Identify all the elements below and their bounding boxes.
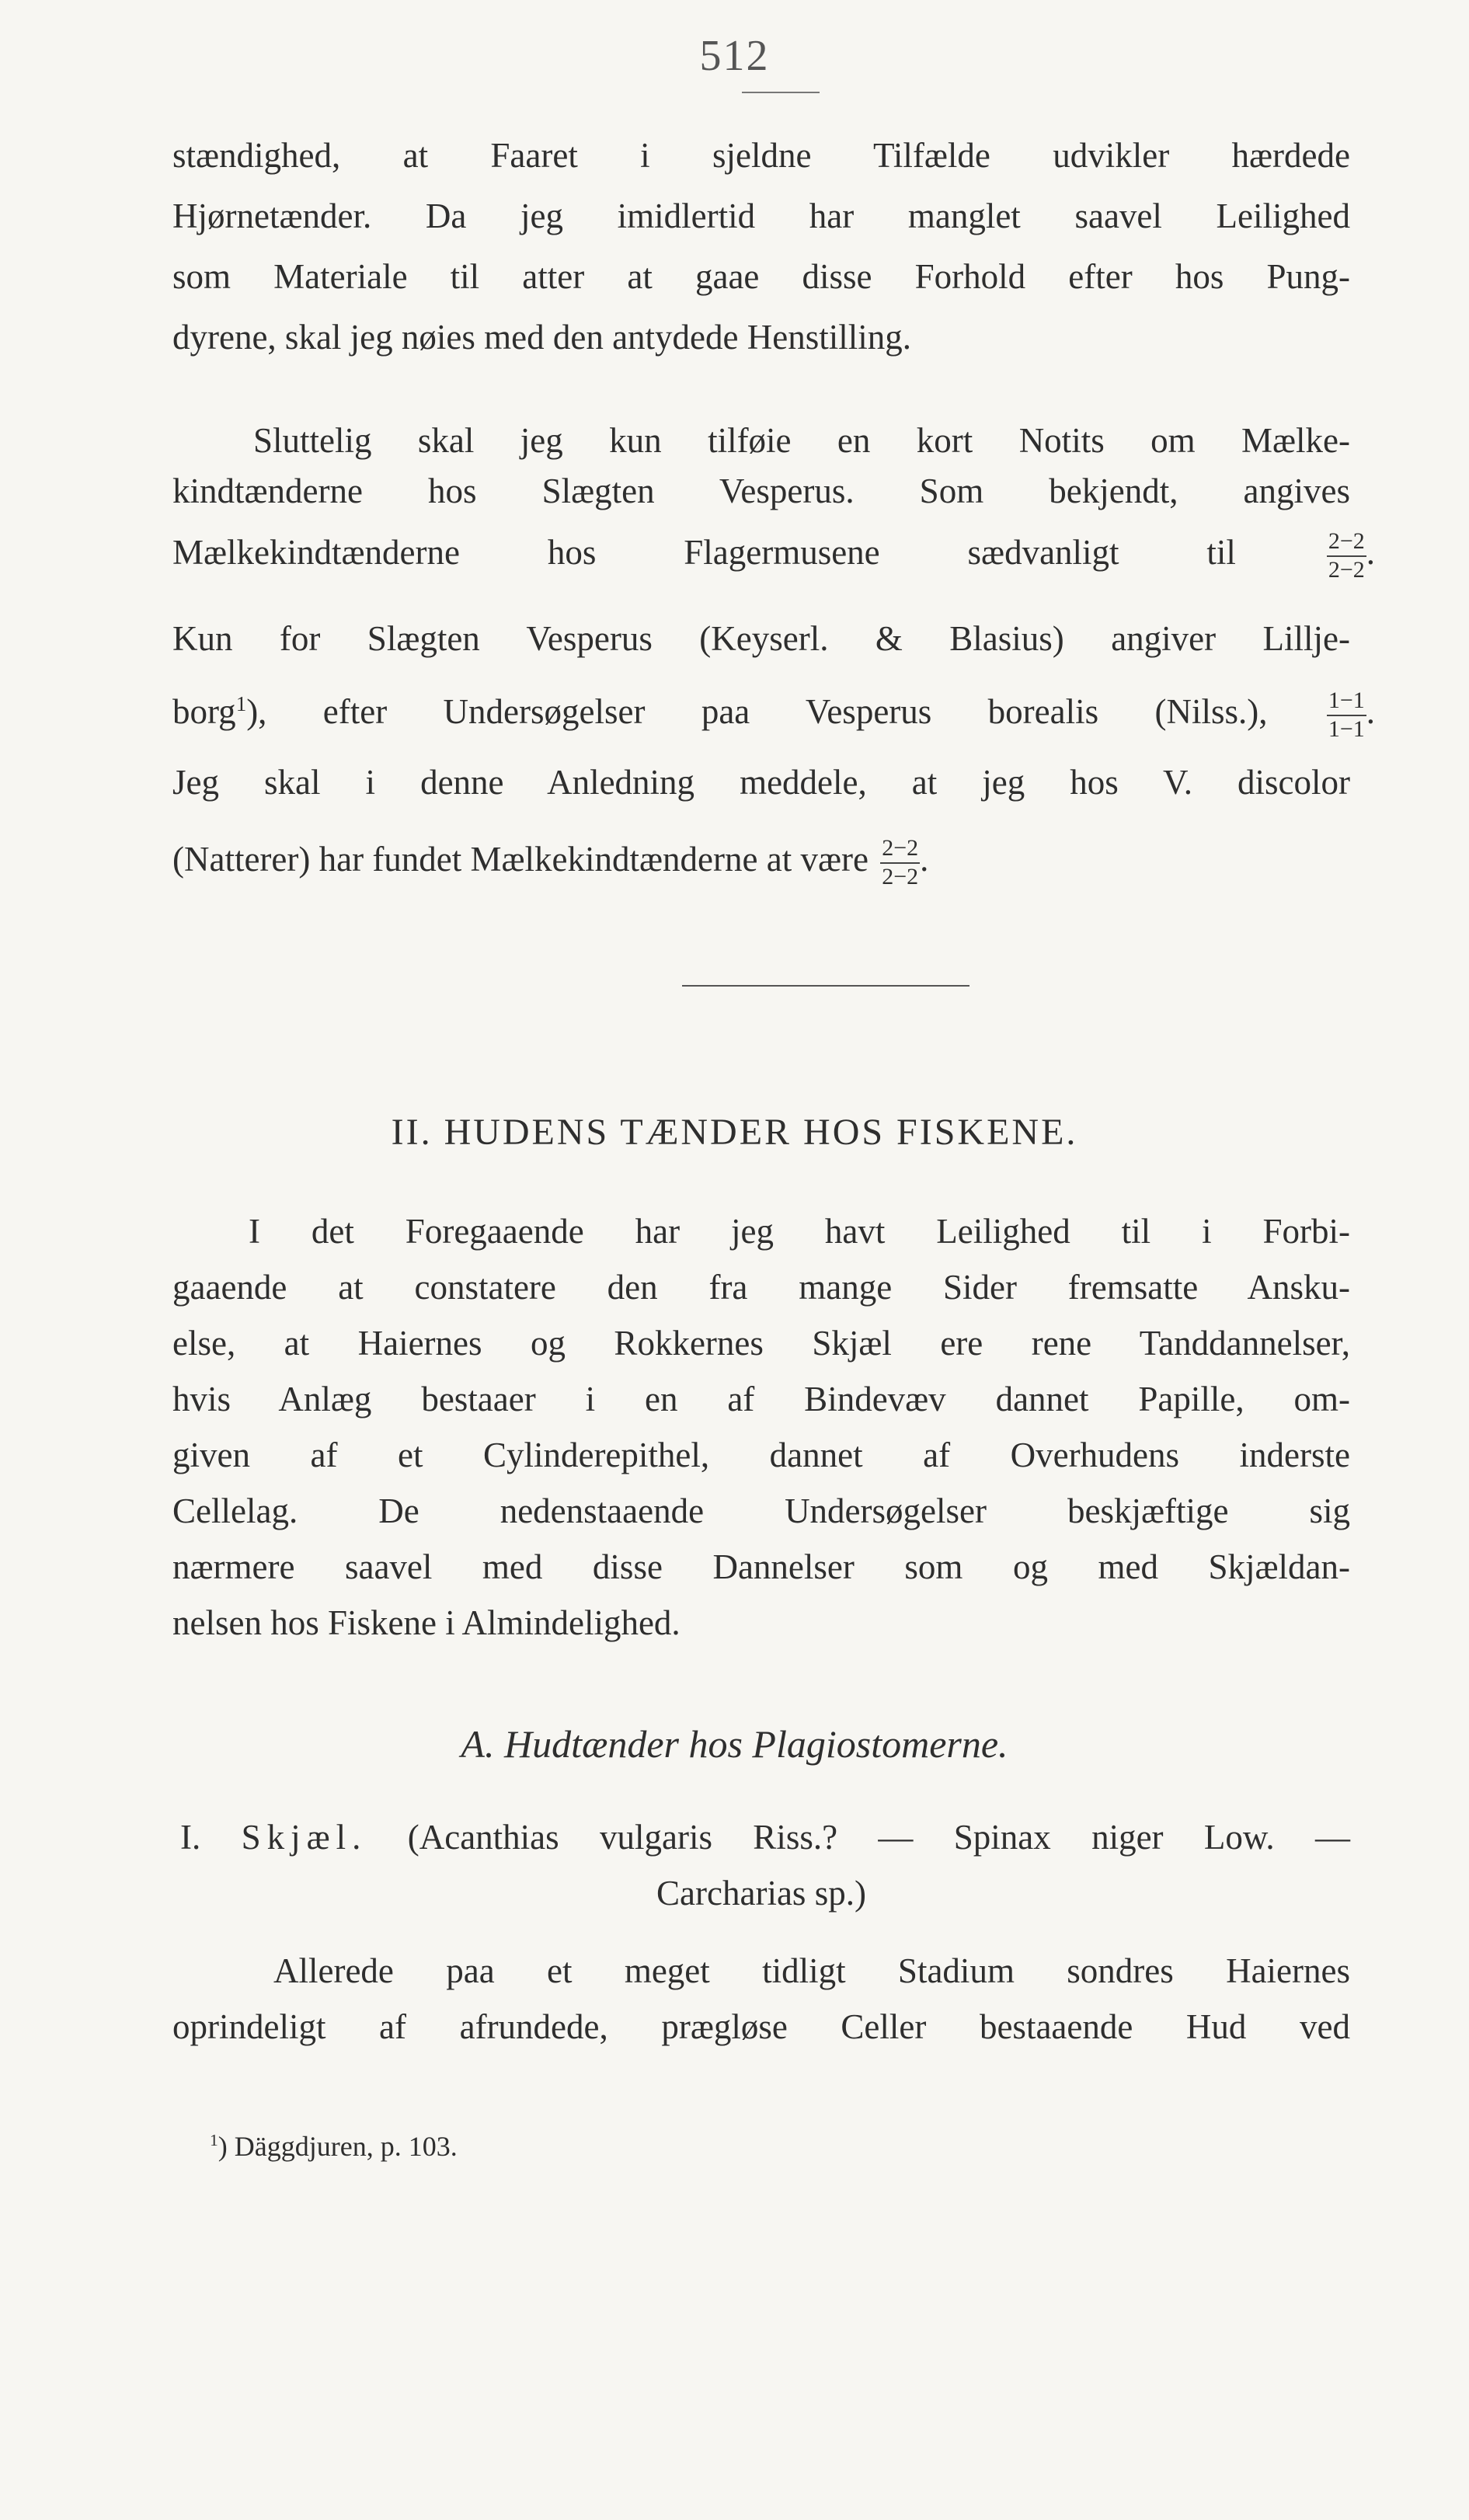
fraction-numerator: 2−2 <box>1327 528 1366 557</box>
text-line: I det Foregaaende har jeg havt Leilighed til i Forbi- <box>249 1212 1350 1251</box>
item-label: Skjæl. <box>241 1818 367 1857</box>
text-segment: borg <box>172 691 236 731</box>
footnote-paren: ) <box>218 2131 228 2162</box>
text-line: dyrene, skal jeg nøies med den antydede Henstilling. <box>172 318 911 357</box>
text-line-with-fraction <box>172 687 1375 743</box>
punctuation: . <box>1366 691 1375 731</box>
section-heading: II. HUDENS TÆNDER HOS FISKENE. <box>391 1112 1078 1153</box>
text-segment: ), efter Undersøgelser paa Vesperus borealis (Nilss.), <box>246 691 1268 731</box>
text-line: hvis Anlæg bestaaer i en af Bindevæv dannet Papille, om- <box>172 1380 1350 1418</box>
text-line: Cellelag. De nedenstaaende Undersøgelser beskjæftige sig <box>172 1491 1350 1530</box>
text-line: Kun for Slægten Vesperus (Keyserl. & Blasius) angiver Lillje- <box>172 619 1350 658</box>
footnote-reference: 1 <box>235 691 247 715</box>
item-heading <box>180 1820 1350 1855</box>
text-line: else, at Haiernes og Rokkernes Skjæl ere rene Tanddannelser, <box>172 1324 1350 1363</box>
item-taxa-continued: Carcharias sp.) <box>656 1874 866 1913</box>
fraction-denominator: 1−1 <box>1328 715 1365 742</box>
punctuation: . <box>920 839 929 879</box>
page-number: 512 <box>699 32 770 80</box>
subsection-heading: A. Hudtænder hos Plagiostomerne. <box>461 1722 1008 1766</box>
text-line-with-fraction <box>172 835 1244 890</box>
text-line: given af et Cylinderepithel, dannet af Overhudens inderste <box>172 1436 1350 1474</box>
text-line: oprindeligt af afrundede, prægløse Celler bestaaende Hud ved <box>172 2007 1350 2046</box>
text-segment: Mælkekindtænderne hos Flagermusene sædvanligt til <box>172 532 1236 572</box>
text-line: Jeg skal i denne Anledning meddele, at jeg hos V. discolor <box>172 763 1350 802</box>
fraction-numerator: 2−2 <box>880 835 920 864</box>
text-line: Hjørnetænder. Da jeg imidlertid har manglet saavel Leilighed <box>172 197 1350 235</box>
fraction <box>880 835 920 890</box>
text-line: nelsen hos Fiskene i Almindelighed. <box>172 1603 681 1642</box>
text-line: som Materiale til atter at gaae disse Forhold efter hos Pung- <box>172 257 1350 296</box>
item-taxa: (Acanthias vulgaris Riss.? — Spinax niger Low. — <box>407 1818 1351 1857</box>
section-separator <box>682 985 969 987</box>
text-line: stændighed, at Faaret i sjeldne Tilfælde udvikler hærdede <box>172 136 1350 175</box>
item-number: I. <box>180 1818 201 1857</box>
punctuation: . <box>1366 532 1376 572</box>
footnote <box>210 2130 458 2163</box>
text-line: kindtænderne hos Slægten Vesperus. Som bekjendt, angives <box>172 472 1350 510</box>
fraction <box>1327 687 1366 743</box>
page-number-underline <box>742 92 820 93</box>
text-line-with-fraction <box>172 528 1375 583</box>
footnote-text: Däggdjuren, p. 103. <box>234 2131 458 2162</box>
fraction-denominator: 2−2 <box>882 863 919 889</box>
fraction-denominator: 2−2 <box>1328 556 1365 583</box>
text-line: Sluttelig skal jeg kun tilføie en kort Notits om Mælke- <box>253 421 1350 460</box>
fraction-numerator: 1−1 <box>1327 687 1366 716</box>
footnote-mark: 1 <box>210 2131 218 2149</box>
text-segment: (Natterer) har fundet Mælkekindtænderne at være <box>172 839 869 879</box>
text-line: Allerede paa et meget tidligt Stadium sondres Haiernes <box>273 1951 1350 1990</box>
text-line: nærmere saavel med disse Dannelser som og med Skjældan- <box>172 1547 1350 1586</box>
text-line: gaaende at constatere den fra mange Sider fremsatte Ansku- <box>172 1268 1350 1307</box>
fraction <box>1327 528 1366 583</box>
